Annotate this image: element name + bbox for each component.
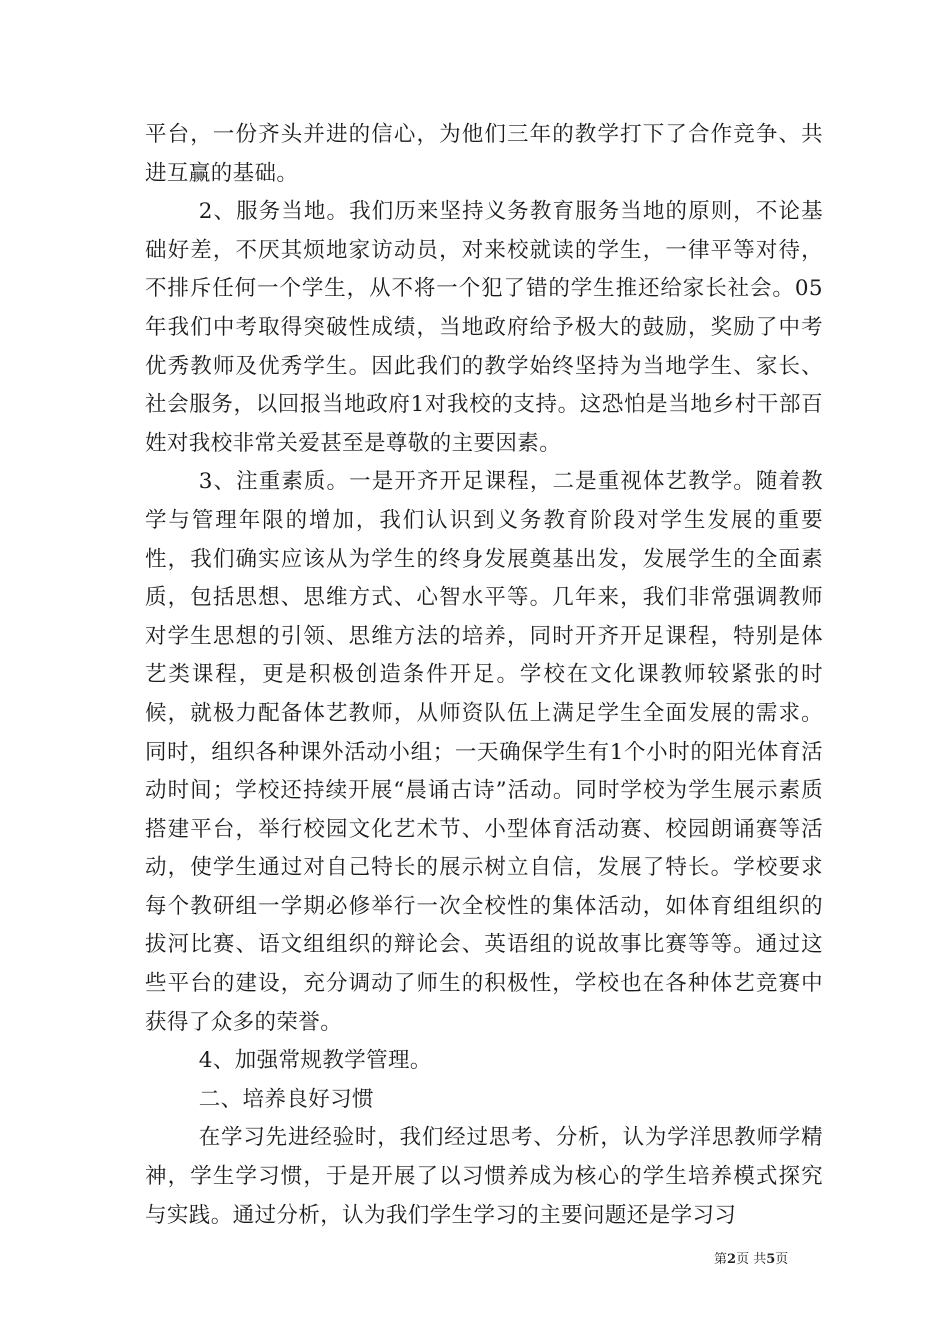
- paragraph-habits-heading: 二、培养良好习惯: [198, 1086, 374, 1112]
- paragraph-management: 4、加强常规教学管理。: [198, 1048, 432, 1074]
- footer-total-pages: 5: [766, 1252, 776, 1267]
- document-body: [145, 116, 823, 1235]
- paragraph-continuation: 平台，一份齐头并进的信心，为他们三年的教学打下了合作竞争、共进互赢的基础。: [145, 122, 823, 186]
- paragraph-habits-body: 在学习先进经验时，我们经过思考、分析，认为学洋思教师学精神，学生学习惯，于是开展了以习惯养成为核心的学生培养模式探究与实践。通过分析，认为我们学生学习的主要问题还是学习习: [145, 1125, 823, 1228]
- paragraph-service-local: 2、服务当地。我们历来坚持义务教育服务当地的原则，不论基础好差，不厌其烦地家访动员，对来校就读的学生，一律平等对待，不排斥任何一个学生，从不将一个犯了错的学生推还给家长社会。05年我们中考取得突破性成绩，当地政府给予极大的鼓励，奖励了中考优秀教师及优秀学生。因此我们的教学始终坚持为当地学生、家长、社会服务，以回报当地政府1对我校的支持。这恐怕是当地乡村干部百姓对我校非常关爱甚至是尊敬的主要因素。: [145, 199, 823, 456]
- page-number-footer: [714, 1248, 788, 1267]
- footer-middle: 页 共: [736, 1252, 767, 1267]
- footer-current-page: 2: [727, 1252, 737, 1267]
- paragraph-quality: 3、注重素质。一是开齐开足课程，二是重视体艺教学。随着教学与管理年限的增加，我们认识到义务教育阶段对学生发展的重要性，我们确实应该从为学生的终身发展奠基出发，发展学生的全面素质，包括思想、思维方式、心智水平等。几年来，我们非常强调教师对学生思想的引领、思维方法的培养，同时开齐开足课程，特别是体艺类课程，更是积极创造条件开足。学校在文化课教师较紧张的时候，就极力配备体艺教师，从师资队伍上满足学生全面发展的需求。同时，组织各种课外活动小组；一天确保学生有1个小时的阳光体育活动时间；学校还持续开展“晨诵古诗”活动。同时学校为学生展示素质搭建平台，举行校园文化艺术节、小型体育活动赛、校园朗诵赛等活动，使学生通过对自己特长的展示树立自信，发展了特长。学校要求每个教研组一学期必修举行一次全校性的集体活动，如体育组组织的拔河比赛、语文组组织的辩论会、英语组的说故事比赛等等。通过这些平台的建设，充分调动了师生的积极性，学校也在各种体艺竞赛中获得了众多的荣誉。: [145, 469, 823, 1035]
- footer-suffix: 页: [775, 1252, 789, 1267]
- footer-prefix: 第: [714, 1252, 728, 1267]
